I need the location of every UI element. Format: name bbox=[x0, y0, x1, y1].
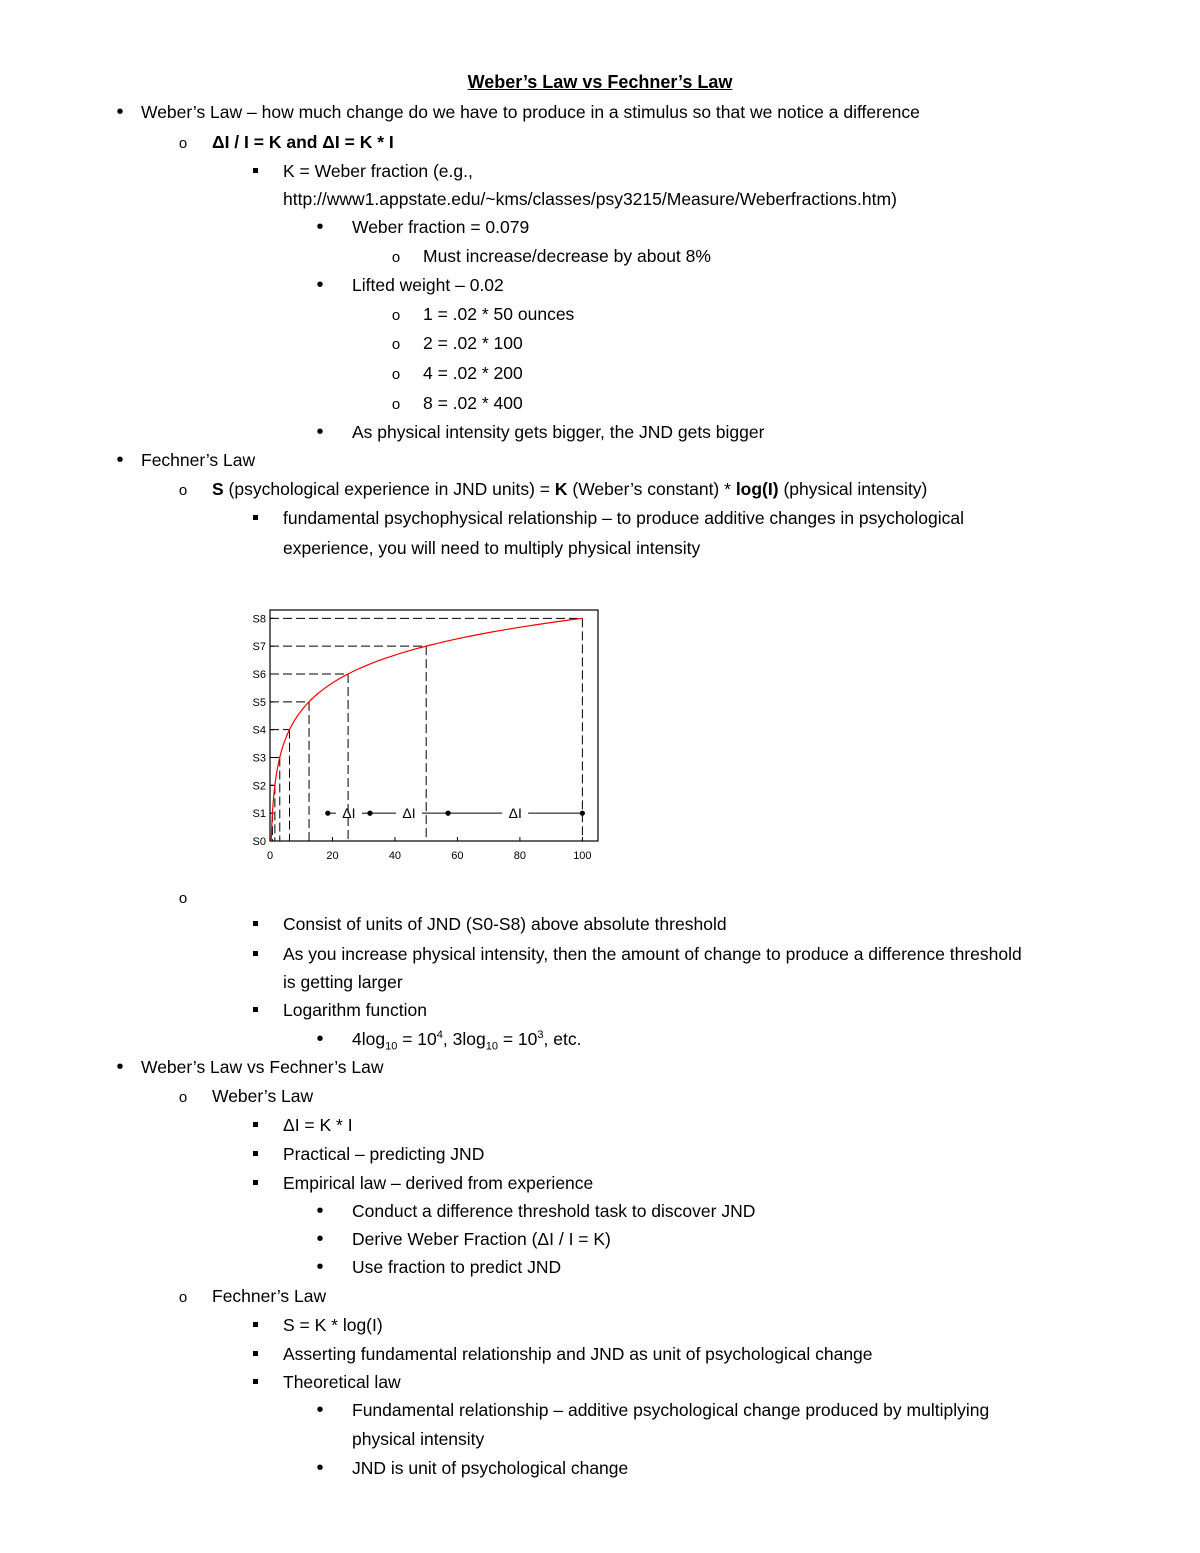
x-tick-label: 40 bbox=[388, 850, 402, 862]
must-increase: Must increase/decrease by about 8% bbox=[423, 246, 711, 266]
square-bullet-marker bbox=[245, 1371, 265, 1393]
interval-endpoint bbox=[580, 811, 585, 816]
y-tick-label: S5 bbox=[252, 696, 266, 709]
fechner-k-desc: (Weber’s constant) * bbox=[567, 479, 736, 499]
bullet-marker bbox=[310, 1228, 330, 1250]
square-bullet-marker bbox=[245, 1172, 265, 1194]
square-bullet-marker bbox=[245, 1314, 265, 1336]
sub-bullet-marker bbox=[386, 245, 406, 267]
sub-bullet-marker bbox=[386, 332, 406, 354]
interval-endpoint bbox=[367, 811, 372, 816]
log-text: = 10 bbox=[397, 1029, 437, 1049]
bullet-marker bbox=[310, 216, 330, 238]
use-fraction: Use fraction to predict JND bbox=[352, 1257, 562, 1277]
fundamental-additive: Fundamental relationship – additive psychological change produced by multiplying bbox=[352, 1400, 990, 1420]
bullet-marker bbox=[310, 274, 330, 296]
log-base: 10 bbox=[485, 1040, 498, 1053]
example-1: 1 = .02 * 50 ounces bbox=[423, 304, 575, 324]
bullet-marker bbox=[310, 421, 330, 443]
fechner-asserting: Asserting fundamental relationship and JND as unit of psychological change bbox=[283, 1344, 873, 1364]
bullet-marker bbox=[310, 1457, 330, 1479]
weber-empirical: Empirical law – derived from experience bbox=[283, 1173, 594, 1193]
square-bullet-marker bbox=[245, 913, 265, 935]
derive-fraction: Derive Weber Fraction (ΔI / I = K) bbox=[352, 1229, 611, 1249]
bullet-marker bbox=[310, 1028, 330, 1050]
log-text: 4log bbox=[352, 1029, 386, 1049]
fechner-k: K bbox=[554, 479, 568, 499]
fechner-log: log(I) bbox=[735, 479, 779, 499]
y-tick-label: S4 bbox=[252, 724, 266, 737]
as-you-increase: As you increase physical intensity, then the amount of change to produce a difference threshold bbox=[283, 944, 1022, 964]
sub-bullet-marker bbox=[173, 1285, 193, 1307]
interval-endpoint bbox=[325, 811, 330, 816]
fechner-formula bbox=[212, 478, 927, 500]
exponent: 4 bbox=[436, 1029, 443, 1042]
square-bullet-marker bbox=[245, 507, 265, 529]
interval-endpoint bbox=[445, 811, 450, 816]
bullet-marker bbox=[110, 449, 130, 471]
bullet-marker bbox=[310, 1256, 330, 1278]
fundamental-relationship: fundamental psychophysical relationship – to produce additive changes in psychological bbox=[283, 508, 964, 528]
weber-fraction-value: Weber fraction = 0.079 bbox=[352, 217, 530, 237]
conduct-task: Conduct a difference threshold task to discover JND bbox=[352, 1201, 756, 1221]
exponent: 3 bbox=[537, 1029, 544, 1042]
sub-bullet-marker bbox=[173, 886, 193, 908]
delta-i-label: ΔI bbox=[342, 805, 356, 822]
log-curve bbox=[271, 618, 582, 841]
sub-bullet-marker bbox=[173, 478, 193, 500]
weber-equation: ΔI = K * I bbox=[283, 1115, 353, 1135]
y-tick-label: S7 bbox=[252, 641, 266, 654]
k-definition: K = Weber fraction (e.g., bbox=[283, 161, 473, 181]
sub-bullet-marker bbox=[173, 131, 193, 153]
square-bullet-marker bbox=[245, 1143, 265, 1165]
fechner-s: S bbox=[212, 479, 224, 499]
weber-practical: Practical – predicting JND bbox=[283, 1144, 485, 1164]
as-you-increase-cont: is getting larger bbox=[283, 972, 403, 992]
weber-fractions-url: http://www1.appstate.edu/~kms/classes/psy3215/Measure/Weberfractions.htm) bbox=[283, 189, 897, 209]
bullet-marker bbox=[310, 1399, 330, 1421]
y-tick-label: S0 bbox=[252, 836, 266, 848]
fundamental-relationship-cont: experience, you will need to multiply physical intensity bbox=[283, 538, 701, 558]
jnd-unit: JND is unit of psychological change bbox=[352, 1458, 629, 1478]
bullet-marker bbox=[110, 1056, 130, 1078]
delta-i-label: ΔI bbox=[508, 805, 522, 822]
y-tick-label: S2 bbox=[252, 780, 266, 793]
log-text: = 10 bbox=[497, 1029, 538, 1049]
square-bullet-marker bbox=[245, 1343, 265, 1365]
example-4: 8 = .02 * 400 bbox=[423, 393, 523, 413]
fechner-equation: S = K * log(I) bbox=[283, 1315, 383, 1335]
logarithm-function: Logarithm function bbox=[283, 1000, 427, 1020]
fechner-log-chart bbox=[232, 600, 612, 870]
fechner-s-desc: (psychological experience in JND units) = bbox=[223, 479, 555, 499]
delta-i-label: ΔI bbox=[402, 805, 416, 822]
fechner-subheading: Fechner’s Law bbox=[212, 1286, 327, 1306]
y-tick-label: S3 bbox=[252, 752, 266, 765]
log-base: 10 bbox=[385, 1040, 398, 1053]
square-bullet-marker bbox=[245, 943, 265, 965]
sub-bullet-marker bbox=[386, 303, 406, 325]
square-bullet-marker bbox=[245, 999, 265, 1021]
fechner-heading: Fechner’s Law bbox=[141, 450, 256, 470]
weber-subheading: Weber’s Law bbox=[212, 1086, 314, 1106]
as-physical-intensity: As physical intensity gets bigger, the JND gets bigger bbox=[352, 422, 765, 442]
consist-of-jnd: Consist of units of JND (S0-S8) above absolute threshold bbox=[283, 914, 727, 934]
y-tick-label: S6 bbox=[252, 669, 266, 682]
weber-intro: Weber’s Law – how much change do we have to produce in a stimulus so that we notice a difference bbox=[141, 102, 920, 122]
document-title: Weber’s Law vs Fechner’s Law bbox=[467, 72, 733, 92]
log-text: , 3log bbox=[442, 1029, 486, 1049]
weber-formula: ΔI / I = K and ΔI = K * I bbox=[212, 132, 394, 152]
example-3: 4 = .02 * 200 bbox=[423, 363, 523, 383]
y-tick-label: S8 bbox=[252, 613, 266, 626]
y-tick-label: S1 bbox=[252, 808, 266, 821]
x-tick-label: 80 bbox=[513, 850, 527, 862]
fechner-theoretical: Theoretical law bbox=[283, 1372, 401, 1392]
square-bullet-marker bbox=[245, 1114, 265, 1136]
bullet-marker bbox=[110, 101, 130, 123]
lifted-weight: Lifted weight – 0.02 bbox=[352, 275, 504, 295]
fundamental-additive-cont: physical intensity bbox=[352, 1429, 485, 1449]
square-bullet-marker bbox=[245, 160, 265, 182]
sub-bullet-marker bbox=[173, 1085, 193, 1107]
x-tick-label: 0 bbox=[266, 850, 274, 862]
sub-bullet-marker bbox=[386, 362, 406, 384]
bullet-marker bbox=[310, 1200, 330, 1222]
vs-heading: Weber’s Law vs Fechner’s Law bbox=[141, 1057, 384, 1077]
log-text: , etc. bbox=[543, 1029, 582, 1049]
x-tick-label: 20 bbox=[326, 850, 339, 862]
log-example bbox=[352, 1028, 582, 1053]
fechner-log-desc: (physical intensity) bbox=[778, 479, 928, 499]
example-2: 2 = .02 * 100 bbox=[423, 333, 523, 353]
x-tick-label: 100 bbox=[573, 850, 592, 862]
x-tick-label: 60 bbox=[451, 850, 464, 862]
sub-bullet-marker bbox=[386, 392, 406, 414]
